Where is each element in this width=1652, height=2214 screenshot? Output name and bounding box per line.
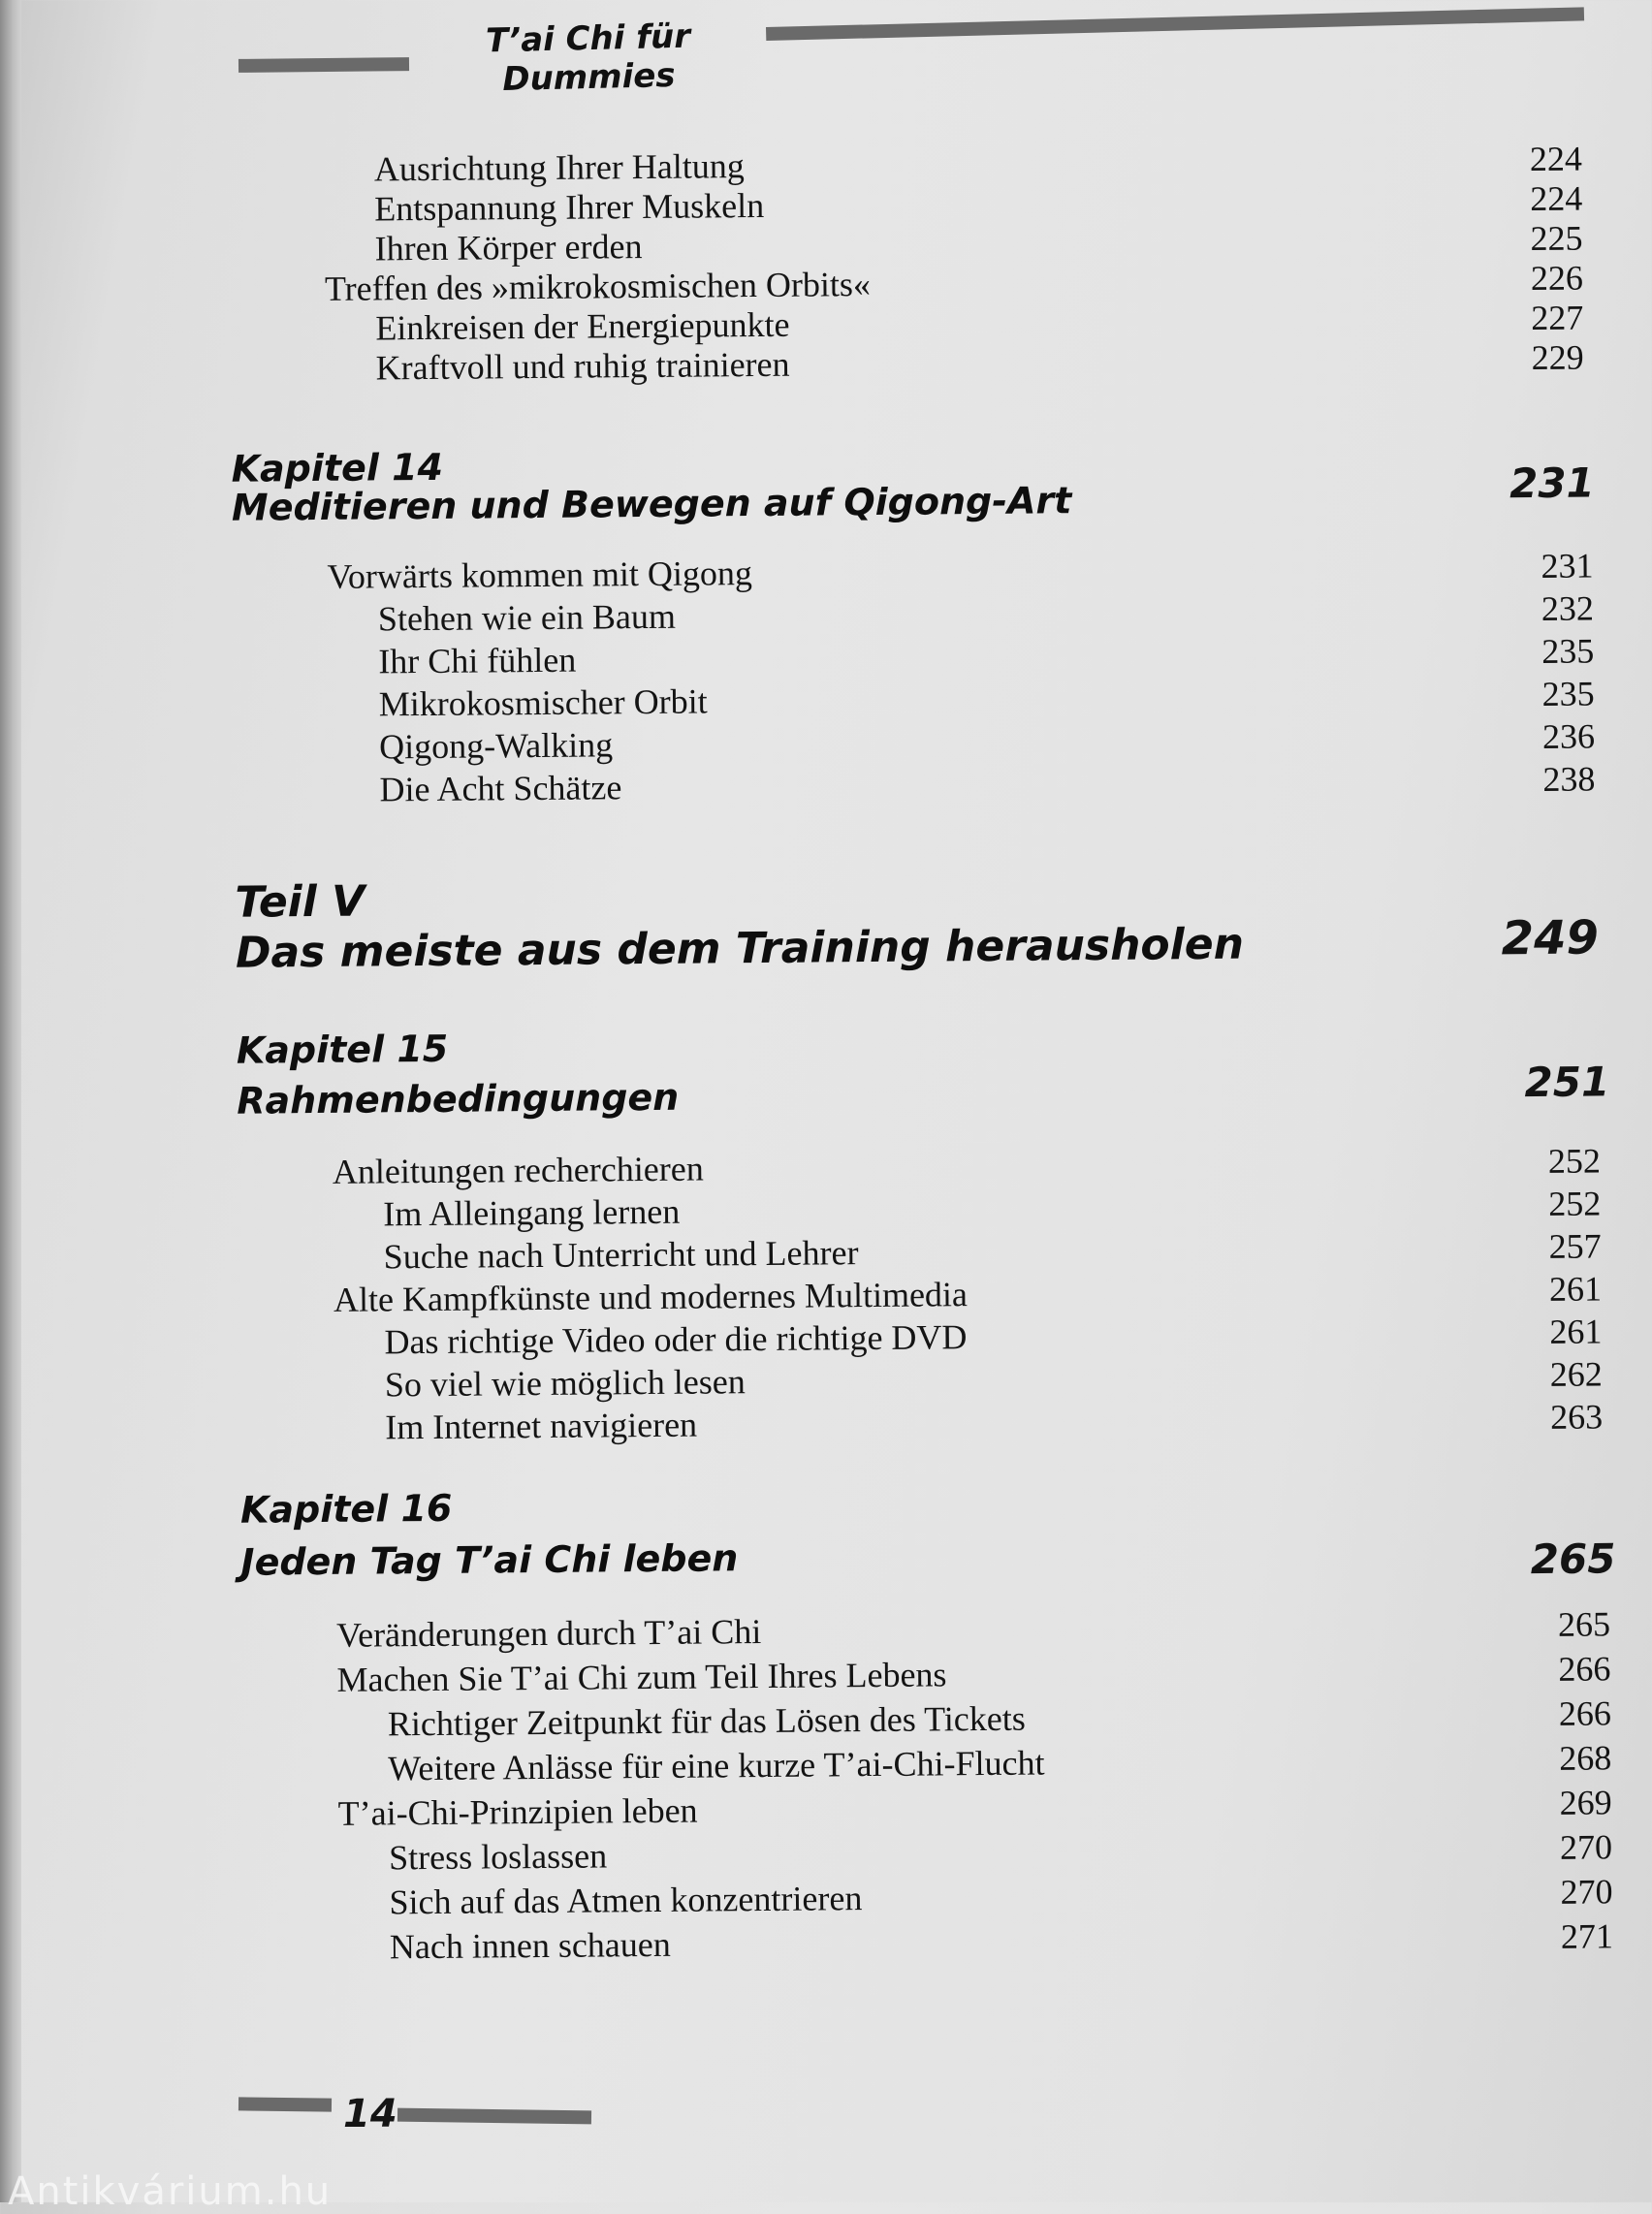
toc-entry-title: Stehen wie ein Baum xyxy=(377,596,677,639)
toc-entry-title: So viel wie möglich lesen xyxy=(384,1362,746,1405)
toc-entry-page: 226 xyxy=(1530,258,1584,299)
toc-entry-page: 257 xyxy=(1548,1226,1602,1266)
footer-rule-left xyxy=(238,2097,332,2111)
toc-entry-page: 235 xyxy=(1541,631,1595,671)
toc-entry-title: Qigong-Walking xyxy=(378,725,614,767)
toc-entry-page: 271 xyxy=(1560,1916,1614,1956)
toc-entry-title: Im Internet navigieren xyxy=(385,1405,698,1447)
chapter-page: 231 xyxy=(1509,459,1595,508)
toc-entry-title: Vorwärts kommen mit Qigong xyxy=(327,554,753,596)
chapter-label: Kapitel 14 xyxy=(231,445,444,490)
toc-entry-title: Ihren Körper erden xyxy=(374,227,643,269)
toc-entry-page: 238 xyxy=(1542,759,1596,799)
toc-entry-title: Sich auf das Atmen konzentrieren xyxy=(389,1879,863,1922)
chapter-title: Rahmenbedingungen xyxy=(237,1075,680,1123)
toc-entry-title: Mikrokosmischer Orbit xyxy=(378,681,708,724)
toc-entry-title: Suche nach Unterricht und Lehrer xyxy=(383,1233,859,1277)
toc-entry-page: 236 xyxy=(1541,716,1596,756)
running-header-title: T’ai Chi für Dummies xyxy=(485,16,691,100)
toc-entry-page: 270 xyxy=(1560,1872,1613,1912)
toc-entry-page: 265 xyxy=(1557,1604,1611,1644)
chapter-label: Kapitel 16 xyxy=(239,1486,453,1532)
toc-entry-title: Stress loslassen xyxy=(388,1836,608,1878)
toc-entry-page: 235 xyxy=(1541,674,1595,713)
toc-entry-page: 262 xyxy=(1549,1354,1603,1394)
toc-entry-title: Ausrichtung Ihrer Haltung xyxy=(373,146,745,189)
toc-entry-page: 224 xyxy=(1530,178,1583,219)
chapter-page: 265 xyxy=(1530,1534,1616,1584)
toc-entry-title: Das richtige Video oder die richtige DVD xyxy=(384,1317,968,1362)
toc-entry-page: 266 xyxy=(1558,1693,1612,1733)
page-number: 14 xyxy=(343,2092,397,2136)
footer-rule-right xyxy=(397,2108,591,2125)
toc-entry-title: Nach innen schauen xyxy=(389,1924,671,1967)
toc-entry-page: 232 xyxy=(1541,588,1595,628)
toc-entry-title: Die Acht Schätze xyxy=(379,768,622,809)
toc-entry-page: 229 xyxy=(1531,337,1584,378)
watermark-text: Antikvárium.hu xyxy=(8,2169,333,2214)
toc-entry-page: 252 xyxy=(1547,1141,1602,1181)
toc-entry-title: T’ai-Chi-Prinzipien leben xyxy=(337,1790,698,1833)
part-title: Das meiste aus dem Training herausholen xyxy=(235,919,1245,978)
toc-entry-page: 224 xyxy=(1529,139,1583,179)
toc-entry-title: Weitere Anlässe für eine kurze T’ai-Chi-Flucht xyxy=(388,1743,1045,1788)
toc-entry-page: 270 xyxy=(1559,1827,1613,1867)
toc-entry-title: Kraftvoll und ruhig trainieren xyxy=(375,344,790,388)
toc-entry-title: Treffen des »mikrokosmischen Orbits« xyxy=(324,264,872,308)
toc-entry-title: Einkreisen der Energiepunkte xyxy=(375,304,790,348)
toc-entry-title: Veränderungen durch T’ai Chi xyxy=(335,1612,762,1655)
toc-entry-page: 261 xyxy=(1548,1269,1603,1309)
toc-entry-page: 263 xyxy=(1550,1397,1604,1437)
toc-entry-page: 252 xyxy=(1548,1184,1602,1223)
chapter-title: Meditieren und Bewegen auf Qigong-Art xyxy=(231,479,1072,529)
toc-entry-page: 261 xyxy=(1549,1312,1603,1351)
toc-entry-page: 231 xyxy=(1541,546,1594,585)
toc-entry-page: 268 xyxy=(1559,1738,1612,1778)
toc-entry-title: Im Alleingang lernen xyxy=(383,1191,681,1234)
chapter-label: Kapitel 15 xyxy=(236,1027,449,1072)
chapter-page: 251 xyxy=(1524,1058,1610,1107)
toc-entry-title: Ihr Chi fühlen xyxy=(378,640,577,681)
toc-entry-page: 266 xyxy=(1558,1649,1611,1689)
toc-entry-title: Richtiger Zeitpunkt für das Lösen des Tickets xyxy=(387,1698,1026,1744)
toc-entry-page: 269 xyxy=(1559,1783,1612,1822)
toc-entry-page: 225 xyxy=(1530,218,1583,259)
chapter-title: Jeden Tag T’ai Chi leben xyxy=(240,1536,739,1584)
part-page: 249 xyxy=(1501,910,1600,966)
part-label: Teil V xyxy=(235,876,365,928)
toc-entry-title: Alte Kampfkünste und modernes Multimedia xyxy=(333,1275,969,1319)
toc-entry-title: Machen Sie T’ai Chi zum Teil Ihres Lebens xyxy=(336,1655,947,1699)
toc-entry-title: Entspannung Ihrer Muskeln xyxy=(374,185,765,229)
toc-entry-title: Anleitungen recherchieren xyxy=(332,1149,704,1191)
toc-entry-page: 227 xyxy=(1531,298,1584,338)
